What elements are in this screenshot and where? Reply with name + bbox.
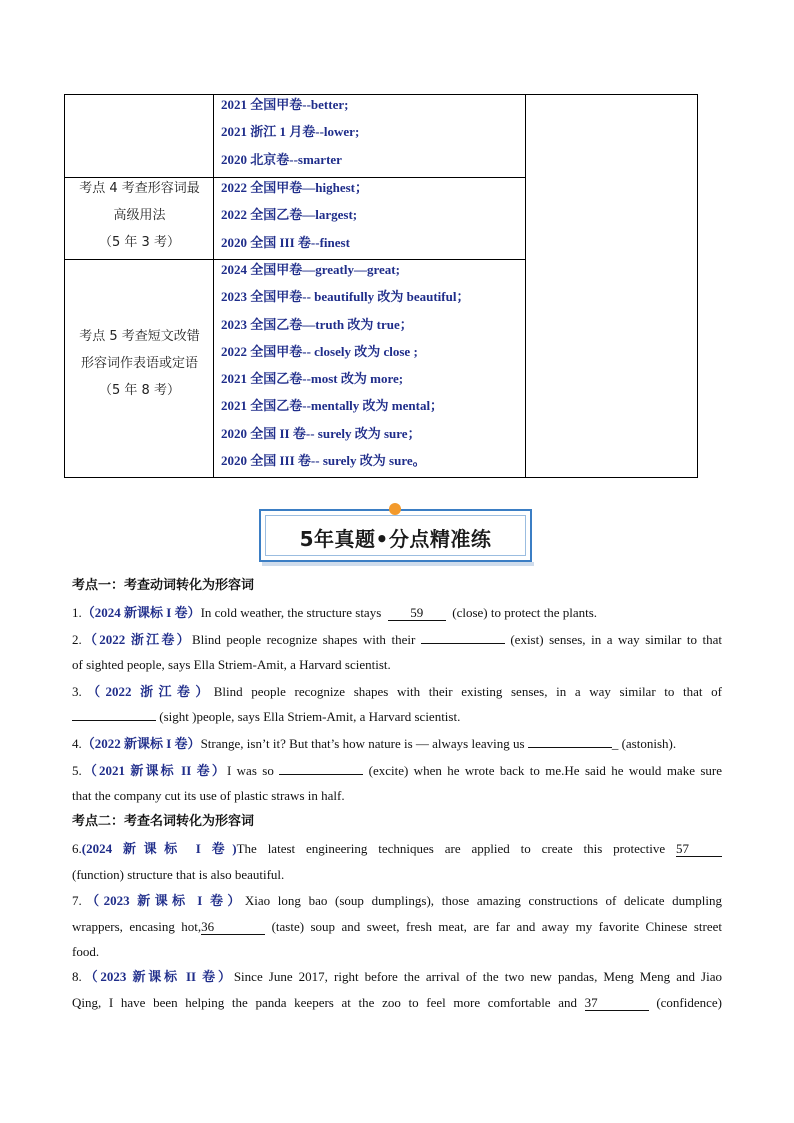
table-row-2-examples <box>221 174 521 256</box>
question-3-cont <box>72 708 722 726</box>
example-line: 2023 全国甲卷-- beautifully 改为 beautiful； <box>221 289 470 305</box>
table-row-3-topic <box>65 323 214 404</box>
question-2 <box>72 631 722 649</box>
example-line: 2020 北京卷--smarter <box>221 151 342 167</box>
question-3 <box>72 683 722 701</box>
table-row-1-examples <box>221 91 521 173</box>
question-text: _ (astonish). <box>611 736 677 751</box>
answer-blank[interactable]: 36 <box>201 919 265 935</box>
question-text: The latest engineering techniques are applied to create this protective <box>236 841 666 856</box>
question-number: 2. <box>72 632 82 647</box>
banner-title: 5年真题•分点精准练 <box>299 527 492 551</box>
question-text: I was so <box>226 763 274 778</box>
topic-line: 考点 4 考查形容词最 <box>79 181 200 196</box>
question-number: 5. <box>72 763 82 778</box>
example-line: 2021 全国乙卷--mentally 改为 mental； <box>221 398 444 414</box>
summary-table <box>64 94 698 478</box>
question-text: Strange, isn’t it? But that’s how nature is — always leaving us <box>200 736 525 751</box>
table-row-3-examples <box>221 256 521 474</box>
answer-blank[interactable] <box>279 774 363 775</box>
answer-blank[interactable] <box>72 720 156 721</box>
question-text: Blind people recognize shapes with their existing senses, in a way similar to that of <box>213 684 722 699</box>
question-4 <box>72 735 722 753</box>
question-source: （2022 浙江卷） <box>81 684 214 699</box>
section-heading: 考点二：考查名词转化为形容词 <box>72 814 255 829</box>
question-text: (sight )people, says Ella Striem-Amit, a Harvard scientist. <box>159 709 461 724</box>
example-line: 2022 全国甲卷-- closely 改为 close ; <box>221 343 418 359</box>
topic-line: 形容词作表语或定语 <box>80 356 198 371</box>
question-number: 3. <box>72 684 82 699</box>
question-source: （2023 新课标 I 卷） <box>81 893 245 908</box>
answer-blank[interactable]: 57 <box>676 841 722 857</box>
question-2-cont: of sighted people, says Ella Striem-Amit, a Harvard scientist. <box>72 657 391 672</box>
topic-line: （5 年 8 考） <box>99 383 180 398</box>
question-8-cont <box>72 994 722 1012</box>
question-text: (exist) senses, in a way similar to that <box>510 632 722 647</box>
question-number: 4. <box>72 736 82 751</box>
question-source: （2024 新课标 I 卷） <box>81 605 201 620</box>
example-line: 2020 全国 III 卷-- surely 改为 sure。 <box>221 453 426 469</box>
example-line: 2024 全国甲卷—greatly—great; <box>221 262 400 277</box>
banner-shadow <box>262 562 534 566</box>
question-source: （2023 新课标 II 卷） <box>81 969 234 984</box>
table-row-2-topic <box>65 175 214 256</box>
question-text: Qing, I have been helping the panda keepers at the zoo to feel more comfortable and <box>72 995 578 1010</box>
topic-line: 高级用法 <box>113 208 166 223</box>
question-5-cont: that the company cut its use of plastic straws in half. <box>72 788 345 803</box>
table-divider <box>525 95 526 477</box>
question-text: Xiao long bao (soup dumplings), those amazing constructions of delicate dumpling <box>244 893 722 908</box>
question-8 <box>72 968 722 986</box>
table-divider <box>213 95 214 477</box>
banner-dot-icon <box>389 503 401 515</box>
question-source: （2022 浙江卷） <box>81 632 192 647</box>
question-7 <box>72 892 722 910</box>
topic-line: 考点 5 考查短文改错 <box>79 329 200 344</box>
question-text: In cold weather, the structure stays <box>200 605 382 620</box>
question-text: (confidence) <box>656 995 723 1010</box>
section-heading: 考点一：考查动词转化为形容词 <box>72 578 255 593</box>
example-line: 2021 全国乙卷--most 改为 more; <box>221 371 404 387</box>
question-number: 6. <box>72 841 82 856</box>
question-text: (taste) soup and sweet, fresh meat, are far and away my favorite Chinese street <box>271 919 723 934</box>
question-source: （2022 新课标 I 卷） <box>81 736 201 751</box>
question-source: （2021 新课标 II 卷） <box>81 763 227 778</box>
example-line: 2020 全国 III 卷--finest <box>221 234 350 250</box>
example-line: 2022 全国甲卷—highest； <box>221 180 368 195</box>
answer-blank[interactable]: 37 <box>585 995 649 1011</box>
example-line: 2021 全国甲卷--better; <box>221 97 349 112</box>
question-number: 8. <box>72 969 82 984</box>
question-text: (close) to protect the plants. <box>452 605 598 620</box>
question-text: Since June 2017, right before the arrival of the two new pandas, Meng Meng and Jiao <box>233 969 722 984</box>
example-line: 2021 浙江 1 月卷--lower; <box>221 124 360 140</box>
question-text: (excite) when he wrote back to me.He said he would make sure <box>368 763 723 778</box>
question-6-cont: (function) structure that is also beautiful. <box>72 867 285 882</box>
question-number: 7. <box>72 893 82 908</box>
answer-blank[interactable]: 59 <box>388 605 446 621</box>
example-line: 2023 全国乙卷—truth 改为 true； <box>221 316 413 332</box>
example-line: 2020 全国 II 卷-- surely 改为 sure； <box>221 425 421 441</box>
example-line: 2022 全国乙卷—largest; <box>221 207 358 223</box>
topic-line: （5 年 3 考） <box>99 235 180 250</box>
question-source: (2024 新课标 I 卷) <box>81 841 237 856</box>
question-7-cont <box>72 918 722 936</box>
question-text: Blind people recognize shapes with their <box>191 632 416 647</box>
question-text: wrappers, encasing hot, <box>72 919 202 934</box>
question-number: 1. <box>72 605 82 620</box>
answer-blank[interactable] <box>421 643 505 644</box>
question-1 <box>72 604 722 622</box>
question-5 <box>72 762 722 780</box>
answer-blank[interactable] <box>528 747 612 748</box>
section-banner <box>259 509 532 562</box>
question-6 <box>72 840 722 858</box>
question-7-end: food. <box>72 944 100 959</box>
